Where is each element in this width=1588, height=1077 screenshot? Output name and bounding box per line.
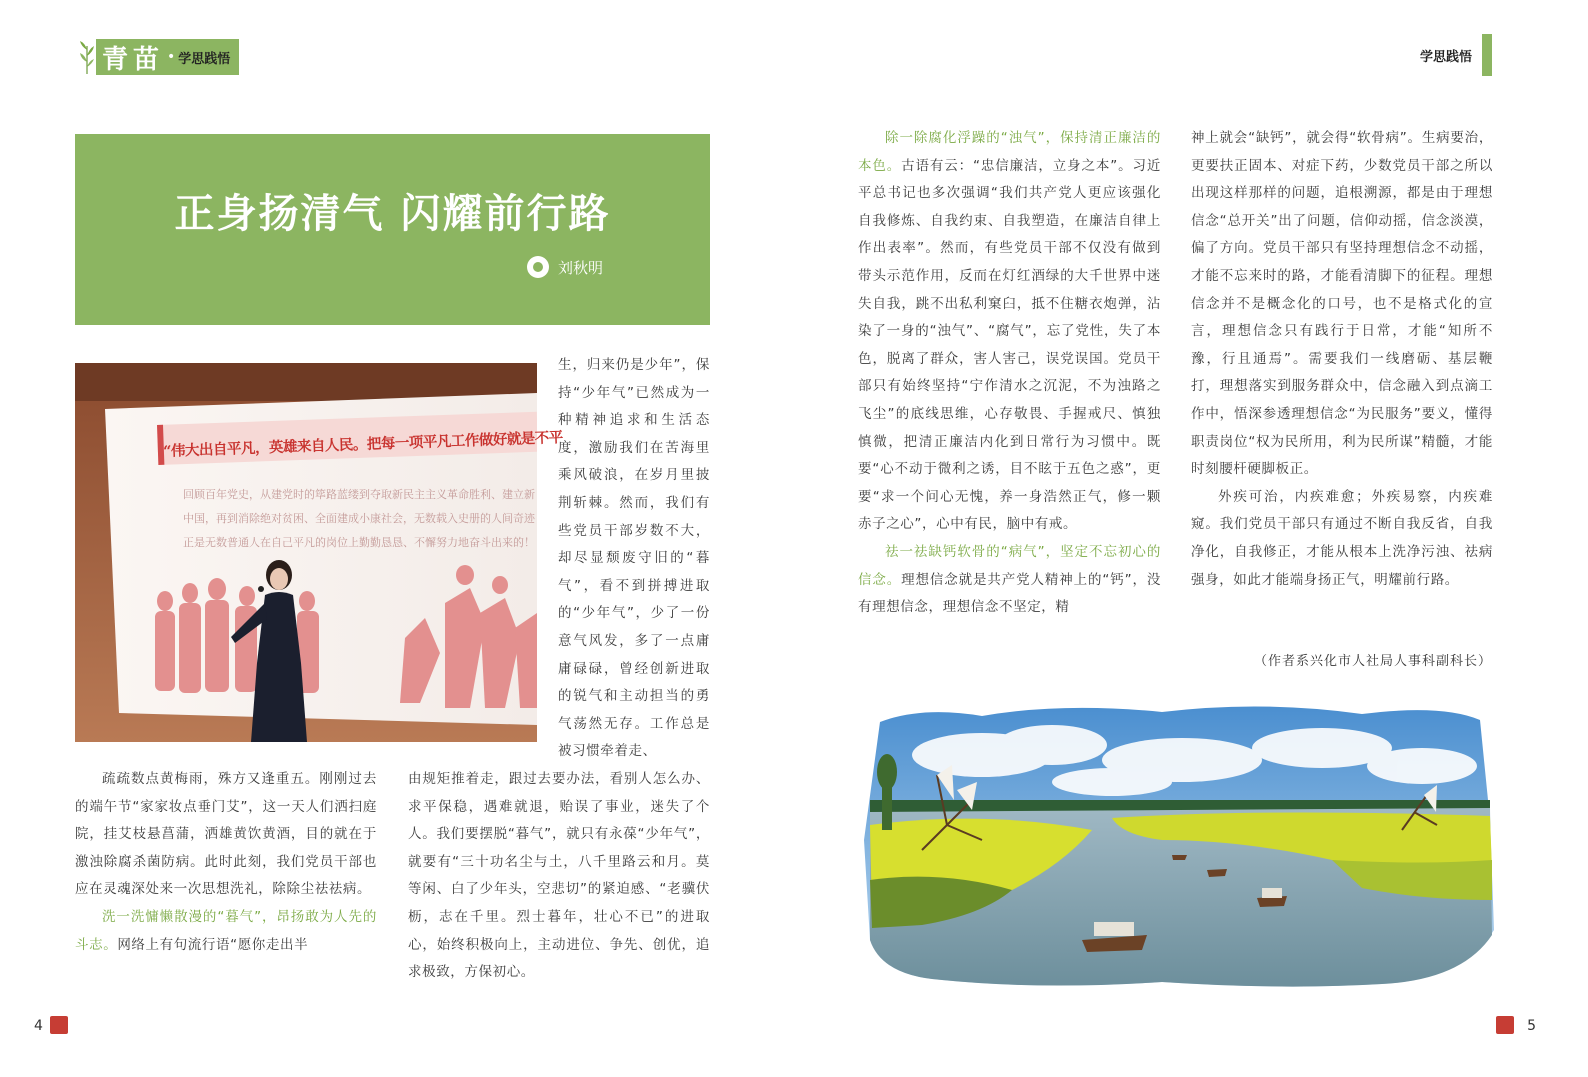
magazine-logo: 青苗 — [102, 44, 165, 75]
paragraph: 疏疏数点黄梅雨，殊方又逢重五。刚刚过去的端午节“家家妆点垂门艾”，这一天人们洒扫庭院，挂艾枝悬菖蒲，洒雄黄饮黄酒，目的就在于激浊除腐杀菌防病。此时此刻，我们党员干部也应在灵魂深处来一次思想洗礼，除除尘祛祛病。 — [75, 771, 377, 898]
landscape-photo — [862, 700, 1494, 990]
column-left-2 — [408, 766, 710, 987]
paragraph: 神上就会“缺钙”，就会得“软骨病”。生病要治，更要扶正固本、对症下药，少数党员干部之所以出现这样那样的问题，追根溯源，都是由于理想信念“总开关”出了问题，信仰动摇，信念淡漠，偏了方向。党员干部只有坚持理想信念不动摇，才能不忘来时的路，才能看清脚下的征程。理想信念并不是概念化的口号，也不是格式化的宣言，理想信念只有践行于日常，才能“知所不豫，行且通焉”。需要我们一线磨砺、基层鞭打，理想落实到服务群众中，信念融入到点滴工作中，悟深参透理想信念“为民服务”要义，懂得职责岗位“权为民所用，利为民所谋”精髓，才能时刻腰杆硬脚板正。 — [1191, 130, 1493, 478]
column-right-2 — [1191, 125, 1493, 594]
header-left — [78, 38, 239, 76]
seal-stamp-icon — [50, 1016, 68, 1034]
screen-line: 正是无数普通人在自己平凡的岗位上勤勤恳恳、不懈努力地奋斗出来的！ — [183, 536, 535, 549]
section-label-right: 学思践悟 — [1419, 49, 1472, 65]
seal-stamp-icon — [1496, 1016, 1514, 1034]
column-right-1 — [858, 125, 1161, 622]
author-credit: （作者系兴化市人社局人事科副科长） — [1253, 654, 1492, 669]
article-title: 正身扬清气 闪耀前行路 — [174, 190, 611, 237]
separator-dot: • — [167, 49, 176, 65]
author-line — [527, 256, 603, 278]
magazine-badge — [96, 39, 239, 75]
highlight-heading: 除一除腐化浮躁的“浊气”，保持清正廉洁的本色。 — [858, 130, 1161, 174]
highlight-heading: 祛一祛缺钙软骨的“病气”，坚定不忘初心的信念。 — [858, 543, 1161, 588]
paragraph: 洗一洗慵懒散漫的“暮气”，昂扬敢为人先的斗志。网络上有句流行语“愿你走出半 — [75, 908, 377, 953]
title-banner — [75, 134, 710, 325]
paragraph: 生，归来仍是少年”，保持“少年气”已然成为一种精神追求和生活态度，激励我们在苦海里乘风破浪，在岁月里披荆斩棘。然而，我们有些党员干部岁数不大，却尽显颓废守旧的“暮气”，看不到拼搏进取的“少年气”，少了一份意气风发，多了一点庸庸碌碌，曾经创新进取的锐气和主动担当的勇气荡然无存。工作总是被习惯牵着走、 — [558, 357, 710, 760]
column-narrow — [558, 352, 710, 766]
paragraph: 外疾可治，内疾难愈；外疾易察，内疾难窥。我们党员干部只有通过不断自我反省，自我净化，自我修正，才能从根本上洗净污浊、祛病强身，如此才能端身扬正气，明耀前行路。 — [1191, 488, 1493, 588]
screen-line: 回顾百年党史，从建党时的筚路蓝缕到夺取新民主主义革命胜利、建立新 — [183, 488, 535, 501]
seedling-icon — [78, 38, 96, 76]
page-number-left: 4 — [34, 1018, 43, 1034]
highlight-heading: 洗一洗慵懒散漫的“暮气”，昂扬敢为人先的斗志。 — [75, 908, 377, 953]
speaker-photo — [75, 363, 564, 742]
paragraph: 除一除腐化浮躁的“浊气”，保持清正廉洁的本色。古语有云：“忠信廉洁，立身之本”。习近平总书记也多次强调“我们共产党人更应该强化自我修炼、自我约束、自我塑造，在廉洁自律上作出表率”。然而，有些党员干部不仅没有做到带头示范作用，反而在灯红酒绿的大千世界中迷失自我，跳不出私利窠臼，抵不住糖衣炮弹，沾染了一身的“浊气”、“腐气”，忘了党性，失了本色，脱离了群众，害人害己，误党误国。党员干部只有始终坚持“宁作清水之沉泥，不为浊路之飞尘”的底线思维，心存敬畏、手握戒尺、慎独慎微，把清正廉洁内化到日常行为习惯中。既要“心不动于微利之诱，目不眩于五色之惑”，更要“求一个问心无愧，养一身浩然正气，修一颗赤子之心”，心中有民，脑中有戒。 — [858, 130, 1161, 533]
paragraph: 祛一祛缺钙软骨的“病气”，坚定不忘初心的信念。理想信念就是共产党人精神上的“钙”，没有理想信念，理想信念不坚定，精 — [858, 543, 1161, 616]
column-left-1 — [75, 766, 377, 959]
screen-title: “伟大出自平凡，英雄来自人民。把每一项平凡工作做好就是不平 — [162, 429, 564, 460]
page-number-right: 5 — [1527, 1018, 1536, 1034]
section-label-left: 学思践悟 — [178, 51, 231, 67]
author-name: 刘秋明 — [558, 258, 604, 277]
header-right — [1420, 34, 1492, 76]
screen-body — [183, 483, 537, 555]
screen-line: 中国，再到消除绝对贫困、全面建成小康社会，无数载入史册的人间奇迹 — [183, 512, 535, 525]
author-ring-icon — [527, 256, 549, 278]
section-accent-bar — [1482, 34, 1492, 76]
paragraph: 由规矩推着走，跟过去要办法，看别人怎么办、求平保稳，遇难就退，贻误了事业，迷失了个人。我们要摆脱“暮气”，就只有永葆“少年气”，就要有“三十功名尘与土，八千里路云和月。莫等闲、白了少年头，空悲切”的紧迫感、“老骥伏枥，志在千里。烈士暮年，壮心不已”的进取心，始终积极向上，主动进位、争先、创优，追求极致，方保初心。 — [408, 771, 710, 981]
